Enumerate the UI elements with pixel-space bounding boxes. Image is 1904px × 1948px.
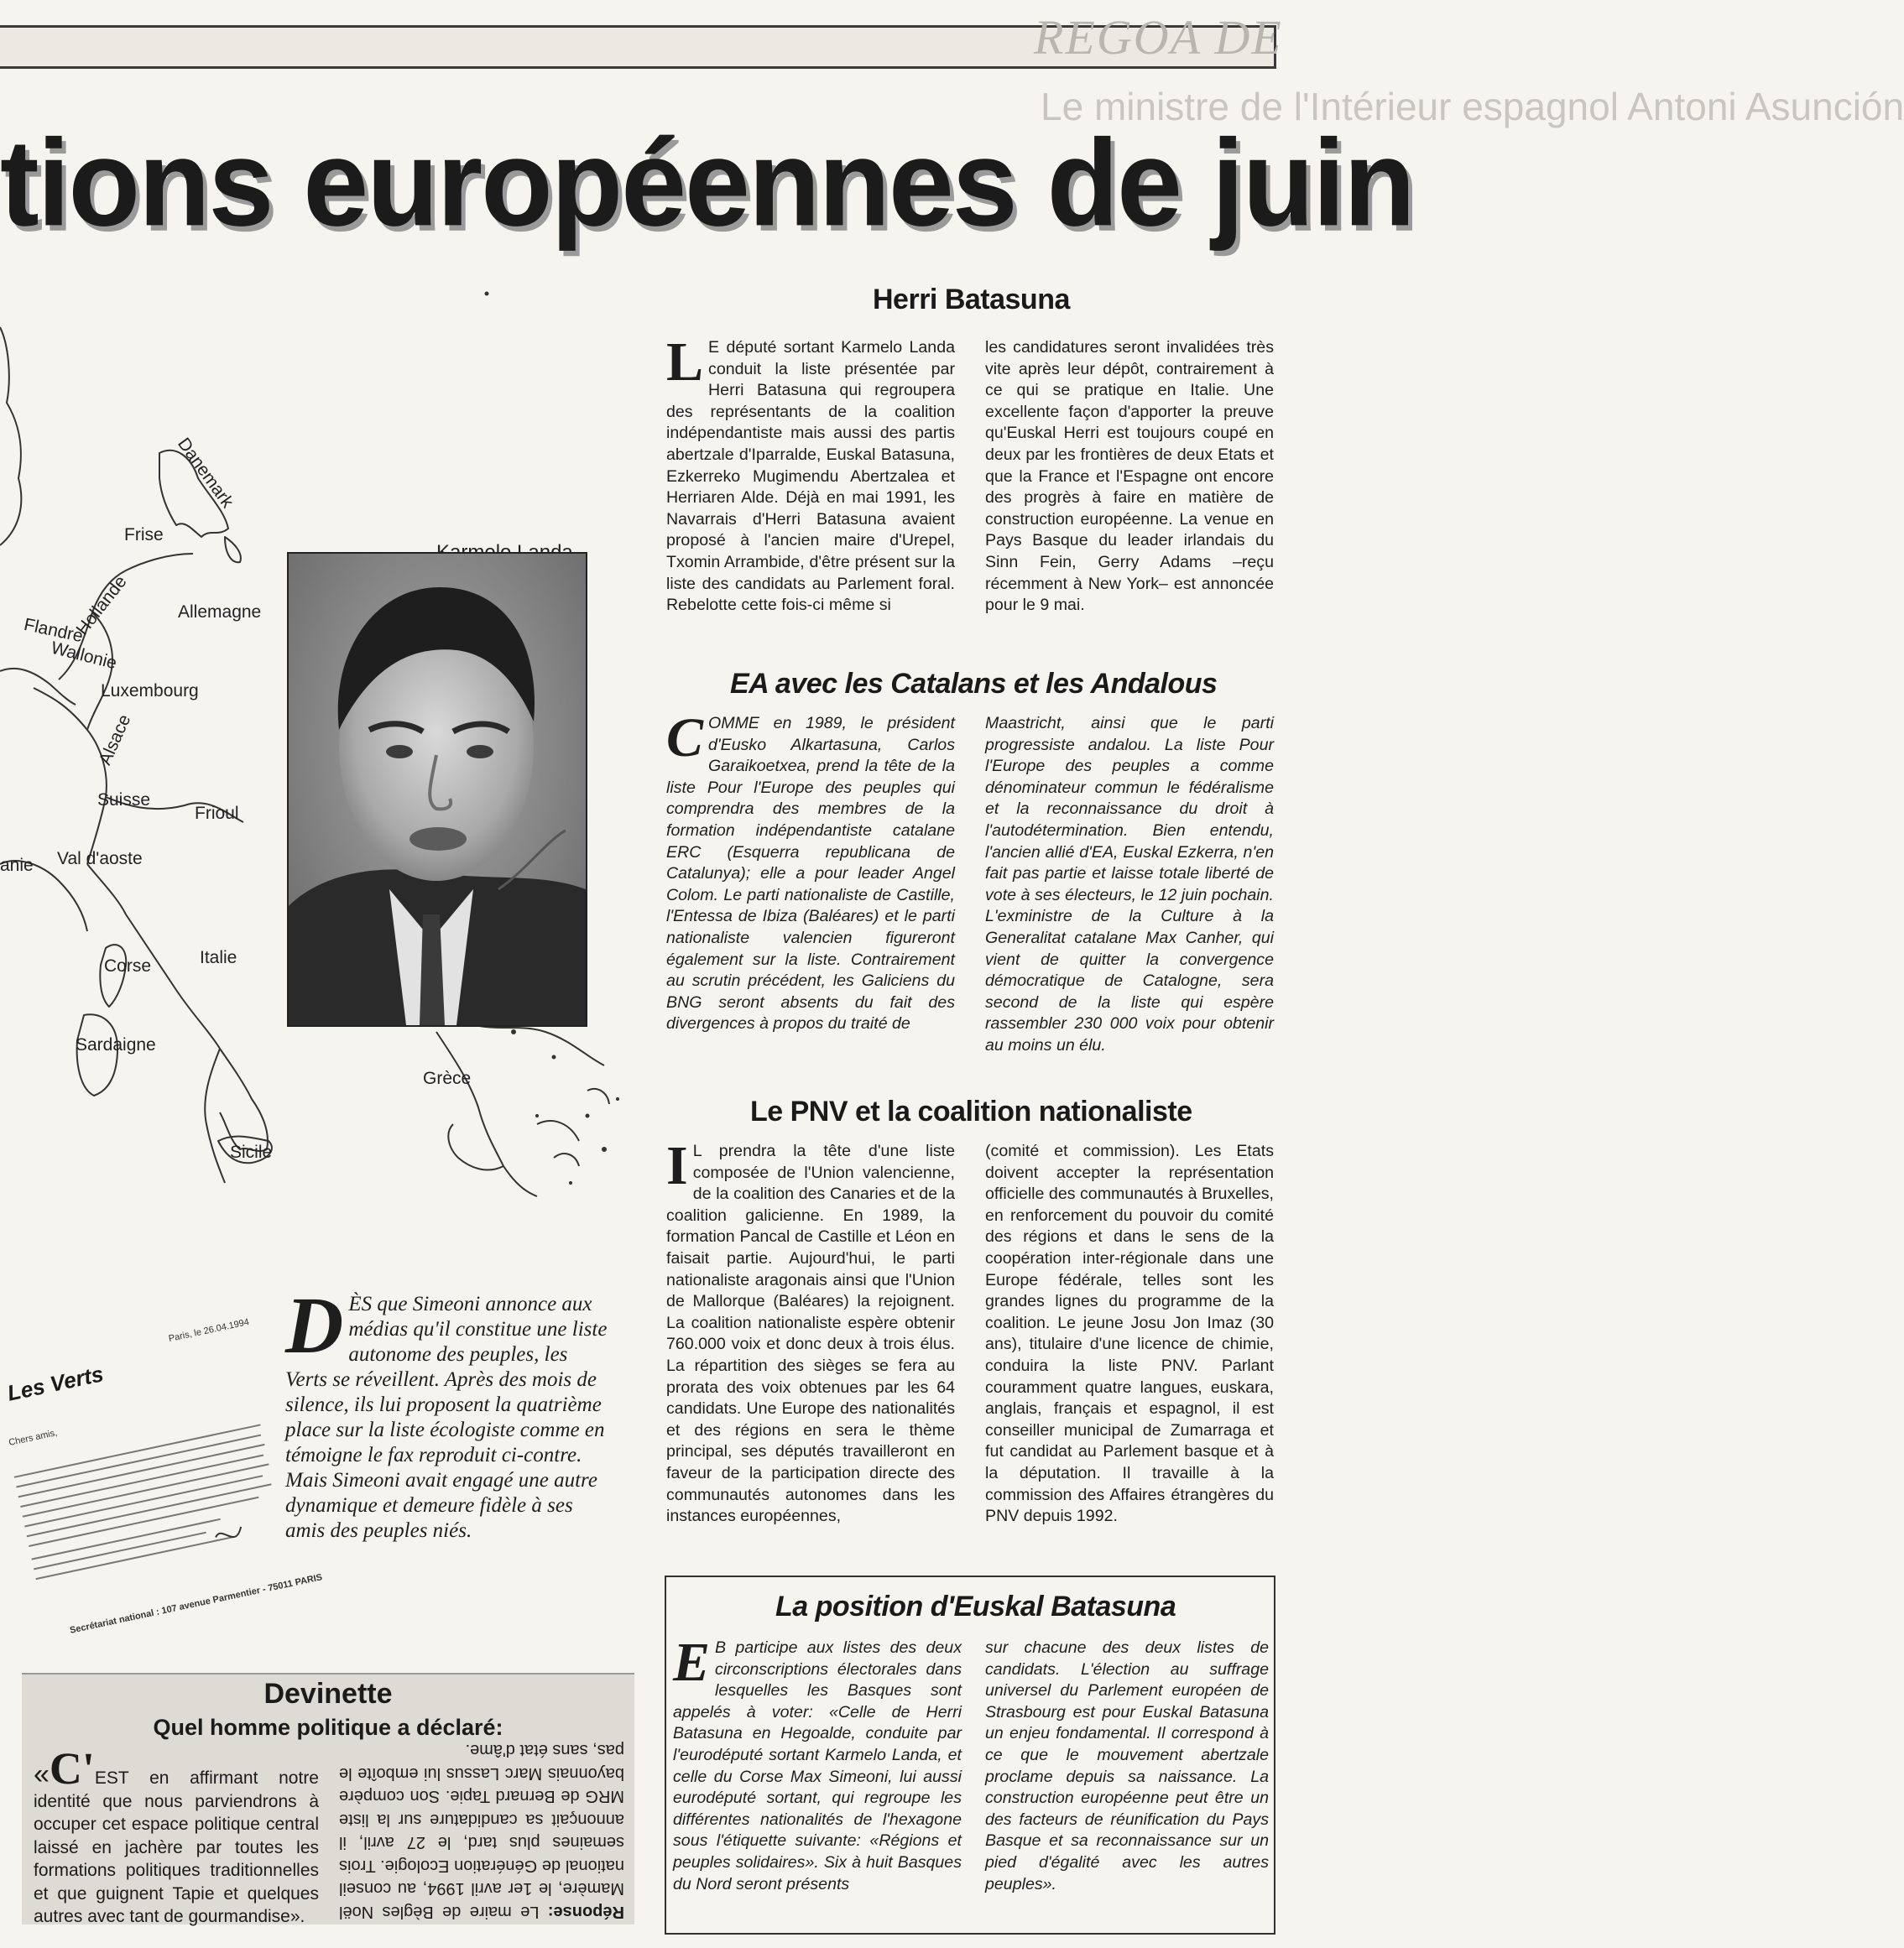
- map-label-flandre: Flandre: [22, 614, 85, 647]
- devinette-title: Devinette: [263, 1678, 393, 1710]
- ghost-headline: Le ministre de l'Intérieur espagnol Antoni Asunción: [1041, 85, 1904, 128]
- map-label-wallonie: Wallonie: [49, 638, 119, 674]
- map-label-hollande: Hollande: [72, 571, 131, 639]
- devinette-answer: [339, 1741, 624, 1923]
- devinette-answer-text: Le maire de Bègles Noël Mamère, le 1er avril 1994, au conseil national de Génération Ecologie. Trois semaines plus tard, le 27 avril, il annonçait sa candidature sur la liste MRG de Bernard Tapie. Son compère bayonnais Marc Lassus lui emboîte le pas, sans état d'âme.: [339, 1741, 624, 1921]
- map-label-corse: Corse: [104, 956, 152, 976]
- euskal-box: [665, 1576, 1275, 1935]
- fax-salutation: Chers amis,: [8, 1428, 59, 1448]
- euskal-col1-text: B participe aux listes des deux circonscriptions électorales dans lesquelles les Basques sont appelés à voter: «Celle de Herri Batasuna en Hegoalde, conduite par l'eurodéputé sortant Karmelo Landa, et celle du Corse Max Simeoni, lui aussi eurodéputé sortant, qui regroupe les différentes nationalités de l'hexagone sous l'étiquette suivante: «Régions et peuples solidaires». Six à huit Basques du Nord seront présents: [673, 1638, 962, 1893]
- map-label-sardaigne: Sardaigne: [76, 1035, 156, 1055]
- map-label-suisse: Suisse: [97, 790, 151, 810]
- headline: tions européennes de juin: [0, 113, 1414, 252]
- map-label-italie: Italie: [200, 948, 237, 967]
- herri-title: Herri Batasuna: [873, 284, 1070, 315]
- ea-col1-text: OMME en 1989, le président d'Eusko Alkartasuna, Carlos Garaikoetxea, prend la tête de la liste Pour l'Europe des peuples qui comprendra des membres de la formation indépendantiste catalane ERC (Esquerra republicana de Catalunya); elle a pour leader Angel Colom. Le parti nationaliste de Castille, l'Entessa de Ibiza (Baléares) et le parti nationaliste valencien figureront également sur la liste. Contrairement au scrutin précédent, les Galiciens du BNG seront absents du fait des divergences à propos du traité de: [666, 714, 955, 1034]
- fax-date: Paris, le 26.04.1994: [167, 1316, 251, 1345]
- euskal-title: La position d'Euskal Batasuna: [775, 1591, 1176, 1622]
- euskal-col2: sur chacune des deux listes de candidats. L'élection au suffrage universel du Parlement européen de Strasbourg est pour Euskal Batasuna un enjeu fondamental. Il correspond à ce que le mouvement abertzale proclame depuis sa naissance. La construction européenne peut être un des facteurs de réunification du Pays Basque et sa reconnaissance sur un pied d'égalité avec les autres peuples».: [985, 1638, 1269, 1893]
- ea-col1: [666, 707, 955, 1065]
- simeoni-text: [285, 1280, 613, 1661]
- map-label-luxembourg: Luxembourg: [101, 681, 199, 701]
- ea-col2: Maastricht, ainsi que le parti progressiste andalou. La liste Pour l'Europe des peuples a comme dénominateur commun le fédéralisme et la reconnaissance du droit à l'autodétermination. Bien entendu, l'ancien allié d'EA, Euskal Ezkerra, n'en fait pas partie et laisse totale liberté de vote à ses électeurs, le 12 juin pochain. L'exministre de la Culture à la Generalitat catalane Max Canher, qui vient de quitter la convergence démocratique de Catalogne, sera second de la liste qui espère rassembler 230 000 voix pour obtenir au moins un élu.: [985, 714, 1274, 1055]
- ea-title: EA avec les Catalans et les Andalous: [730, 668, 1218, 700]
- map-label-anie: anie: [0, 856, 34, 875]
- devinette-dropcap: C': [49, 1743, 95, 1794]
- ea-dropcap: C: [666, 707, 704, 768]
- map-label-grece: Grèce: [423, 1069, 472, 1088]
- herri-col1: [666, 331, 955, 648]
- pnv-col2: (comité et commission). Les Etats doivent accepter la représentation officielle des communautés à Bruxelles, en renforcement du pouvoir du comité des régions et dans le sens de la coopération inter-régionale dans une Europe fédérale, telles sont les grandes lignes du programme de la coalition. Le jeune Josu Jon Imaz (30 ans), titulaire d'une licence de chimie, conduira la liste PNV. Parlant couramment quatre langues, euskara, anglais, français et espagnol, il est conseiller municipal de Zumarraga et fut candidat au Parlement basque et à la députation. Il travaille à la commission des Affaires étrangères du PNV depuis 1992.: [985, 1142, 1274, 1526]
- ghost-masthead: REGOA DE: [1034, 10, 1283, 65]
- fax-footer: Secrétariat national : 107 avenue Parmentier - 75011 PARIS: [69, 1572, 324, 1636]
- portrait-illustration: [289, 554, 586, 1025]
- pnv-title: Le PNV et la coalition nationaliste: [750, 1096, 1192, 1128]
- fax-document: [0, 1292, 324, 1661]
- devinette-subtitle: Quel homme politique a déclaré:: [153, 1715, 503, 1740]
- map-label-allemagne: Allemagne: [178, 602, 262, 622]
- map-label-vaudaoste: Val d'aoste: [57, 849, 143, 868]
- fax-text-lines: [0, 1292, 277, 1661]
- devinette-answer-label: Réponse:: [547, 1903, 624, 1921]
- map-label-sicile: Sicile: [230, 1143, 273, 1162]
- pnv-col1: [666, 1135, 955, 1544]
- map-label-frise: Frise: [124, 525, 164, 544]
- simeoni-body: ÈS que Simeoni annonce aux médias qu'il constitue une liste autonome des peuples, les Verts se réveillent. Après des mois de silence, ils lui proposent la quatrième place sur la liste écologiste comme en témoigne le fax reproduit ci-contre. Mais Simeoni avait engagé une autre dynamique et demeure fidèle à ses amis des peuples niés.: [285, 1293, 608, 1542]
- devinette-box: [22, 1673, 634, 1925]
- herri-col2: les candidatures seront invalidées très vite après leur dépôt, contrairement à ce qui se pratique en Italie. Une excellente façon d'apporter la preuve qu'Euskal Herri est toujours coupé en deux par les frontières de deux Etats et que la France et l'Espagne ont encore des progrès à faire en matière de construction européenne. La venue en Pays Basque du leader irlandais du Sinn Fein, Gerry Adams –reçu récemment à New York– est annoncée pour le 9 mai.: [985, 338, 1274, 615]
- pnv-dropcap: I: [666, 1135, 688, 1196]
- map-label-danemark: Danemark: [174, 434, 237, 512]
- devinette-quote: «C'EST en affirmant notre identité que nous parviendrons à occuper cet espace politique central laissé en jachère par toutes les formations politiques traditionnelles et que guignent Tapie et quelques autres avec tant de gourmandise».: [34, 1743, 319, 1926]
- map-label-alsace: Alsace: [95, 711, 135, 768]
- euskal-col1: [673, 1632, 962, 1928]
- pnv-col1-text: L prendra la tête d'une liste composée de l'Union valencienne, de la coalition des Canaries et de la coalition galicienne. En 1989, la formation Pancal de Castille et Léon en faisait partie. Aujourd'hui, le parti nationaliste aragonais ainsi que l'Union de Mallorque (Baléares) la rejoignent. La coalition nationaliste espère obtenir 760.000 voix et donc deux à trois élus. La répartition des sièges se fera au prorata des voix obtenues par les 64 candidats. Une Europe des nationalités et des régions en sera le thème principal, ses députés travailleront en faveur de la participation directe des communautés autonomes dans les instances européennes,: [666, 1142, 955, 1526]
- euskal-dropcap: E: [673, 1632, 711, 1693]
- devinette-quote-text: EST en affirmant notre identité que nous parviendrons à occuper cet espace politique central laissé en jachère par toutes les formations politiques traditionnelles et que guignent Tapie et quelques autres avec tant de gourmandise».: [34, 1768, 319, 1926]
- herri-col1-text: E député sortant Karmelo Landa conduit la liste présentée par Herri Batasuna qui regroupera des représentants de la coalition indépendantiste mais aussi des partis abertzale d'Iparralde, Euskal Batasuna, Ezkerreko Mugimendu Abertzalea et Herriaren Alde. Déjà en mai 1991, les Navarrais d'Herri Batasuna avaient proposé à l'ancien maire d'Urepel, Txomin Arrambide, d'être présent sur la liste des candidats au Parlement foral. Rebelotte cette fois-ci même si: [666, 338, 955, 615]
- simeoni-dropcap: D: [285, 1280, 344, 1370]
- map-label-frioul: Frioul: [195, 804, 239, 823]
- portrait-photo: [287, 552, 587, 1027]
- fax-logo: Les Verts: [5, 1361, 106, 1406]
- herri-dropcap: L: [666, 331, 704, 393]
